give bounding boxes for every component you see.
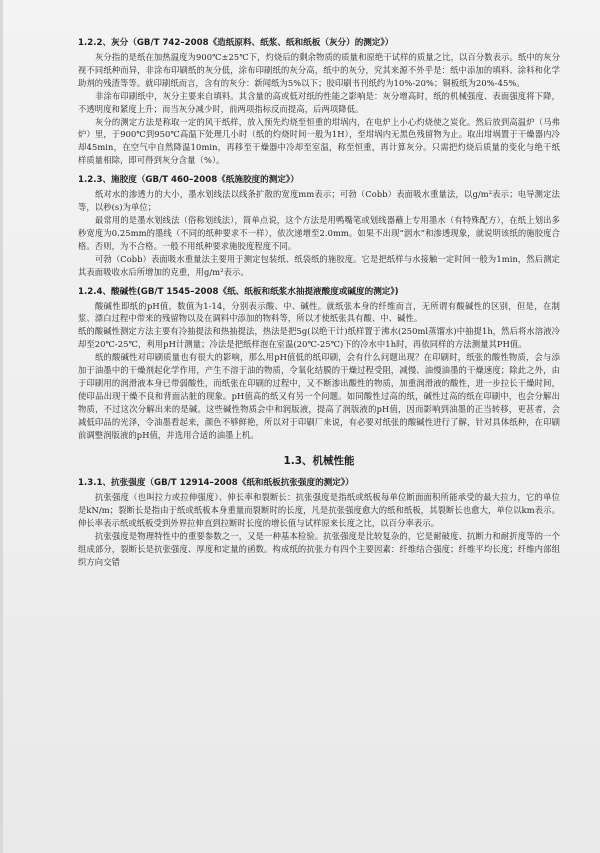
paragraph: 纸的酸碱性测定方法主要有冷抽提法和热抽提法，热法是把5g(以绝干计)纸样置于沸水(250ml蒸馏水)中抽提1h，然后将水溶液冷却至20℃-25℃，利用pH计测量；冷法是把纸样泡在室温(20℃-25℃)下的冷水中1h时，再依同样的方法测量其PH值。 bbox=[78, 326, 560, 350]
paragraph: 最常用的是墨水划线法（俗称划线法），简单点说，这个方法是用鸭嘴笔或划线器蘸上专用墨水（有特殊配方），在纸上划出多秒宽度为0.25mm的墨线（不同的纸种要求不一样），依次递增至2.0mm。如果不出现“洇水”和渗透现象，就说明该纸的施胶度合格。否则，为不合格。一般不用纸种要求施胶度程度不同。 bbox=[78, 214, 560, 251]
paragraph: 酸碱性即纸的pH值，数值为1-14，分别表示酸、中、碱性。就纸张本身的纤维而言，无所谓有酸碱性的区别，但是，在制浆、漂白过程中带来的残留物以及在调料中添加的物料等，所以才使纸张具有酸、中、碱性。 bbox=[78, 300, 560, 324]
heading-acidity: 1.2.4、酸碱性(GB/T 1545–2008《纸、纸板和纸浆水抽提液酸度或碱度的测定》) bbox=[78, 286, 399, 297]
paragraph: 纸的酸碱性对印刷质量也有很大的影响，那么用pH值低的纸印刷，会有什么问题出现？在印刷时，纸张的酸性物质，会与添加于油墨中的干燥剂起化学作用，产生不溶于油的物质，令氧化结膜的干燥过程受阻，减慢、油慢油墨的干燥速度；除此之外，由于印刷用的润滑液本身已带弱酸性，而纸张在印刷的过程中，又不断渗出酸性的物质，加重润滑液的酸性，进一步拉长干燥时间，使印品出现干燥不良和背面沾脏的现象。pH值高的纸又有另一个问题。如同酸性过高的纸，碱性过高的纸在印刷中，也会分解出物质，不过这次分解出来的是碱。这些碱性物质会中和润版液，提高了润版液的pH值，因而影响到油墨的正当转移，更甚者，会减低印品的光泽，令油墨看起来，颜色不够鲜艳，所以对于印刷厂来说，有必要对纸张的酸碱性进行了解，针对具体纸种，在印刷前调整润版液的pH值，并选用合适的油墨上机。 bbox=[78, 352, 560, 440]
paragraph: 灰分的测定方法是称取一定的风干纸样，放入预先灼烧至恒重的坩埚内，在电炉上小心灼烧使之炭化。然后放到高温炉（马弗炉）里，于900℃到950℃高温下处理几小时（纸的灼烧时间一般为1H），至坩埚内无黑色残留物为止。取出坩埚置于干燥器内冷却45min，在空气中自然降温10min，再移至干燥器中冷却至室温，称至恒重，再计算灰分。只需把灼烧后质量的变化与绝干纸样质量相除，即可得到灰分含量（%）。 bbox=[78, 116, 560, 166]
document-body bbox=[78, 36, 560, 569]
heading-sizing: 1.2.3、施胶度（GB/T 460–2008《纸施胶度的测定》） bbox=[78, 175, 299, 186]
paragraph: 可勃（Cobb）表面吸水重量法主要用于测定包装纸、纸袋纸的施胶度。它是把纸样与水接触一定时间一般为1min，然后测定其表面吸收水后所增加的克重，用g/m²表示。 bbox=[78, 253, 560, 277]
heading-tensile: 1.3.1、抗张强度（GB/T 12914–2008《纸和纸板抗张强度的测定》） bbox=[78, 478, 354, 489]
paragraph: 灰分指的是纸在加热温度为900℃±25℃下，灼烧后的剩余物质的质量和原绝干试样的质量之比，以百分数表示。纸中的灰分视不同纸种而异，非涂布印刷纸的灰分低，涂布印刷纸的灰分高，纸中的灰分，究其来源不外乎是：纸中添加的填料、涂料和化学助剂的残渣等等。就印刷纸而言，含有的灰分：新闻纸为5%以下；胶印刷书刊纸约为10%-20%；铜板纸为20%-45%。 bbox=[78, 52, 560, 88]
page-edge bbox=[0, 0, 3, 853]
heading-ash: 1.2.2、灰分（GB/T 742–2008《造纸原料、纸浆、纸和纸板（灰分）的测定》） bbox=[78, 38, 394, 48]
section-title: 1.3、机械性能 bbox=[283, 455, 355, 468]
paragraph: 抗张强度是物理特性中的重要参数之一，又是一种基本检验。抗张强度是比较复杂的，它是耐破度、抗断力和耐折度等的一个组成部分，裂断长是抗张强度、厚度和定量的函数。构成纸的抗张力有四个主要因素：纤维结合强度；纤维平均长度；纤维内部组织方向交错 bbox=[78, 531, 560, 567]
paragraph: 非涂布印刷纸中，灰分主要来自填料。其含量的高或低对纸的性能之影响是：灰分增高时，纸的机械强度、表面强度将下降，不透明度和紧度上升；而当灰分减少时，前两项指标反而提高，后两项降低。 bbox=[78, 90, 560, 114]
paragraph: 纸对水的渗透力的大小，墨水划线法以线条扩散的宽度mm表示；可勃（Cobb）表面吸水重量法，以g/m²表示；电导测定法等，以秒(s)为单位； bbox=[78, 189, 560, 213]
paragraph: 抗张强度（也叫拉力或拉伸强度）、伸长率和裂断长：抗张强度是指纸或纸板每单位断面面积所能承受的最大拉力，它的单位是kN/m；裂断长是指由于纸或纸板本身重量而裂断时的长度，凡是抗张强度愈大的纸和纸板，其裂断长也愈大，单位以km表示。伸长率表示纸或纸板受到外界拉伸直到拉断时长度的增长值与试样原来长度之比，以百分率表示。 bbox=[78, 492, 560, 529]
